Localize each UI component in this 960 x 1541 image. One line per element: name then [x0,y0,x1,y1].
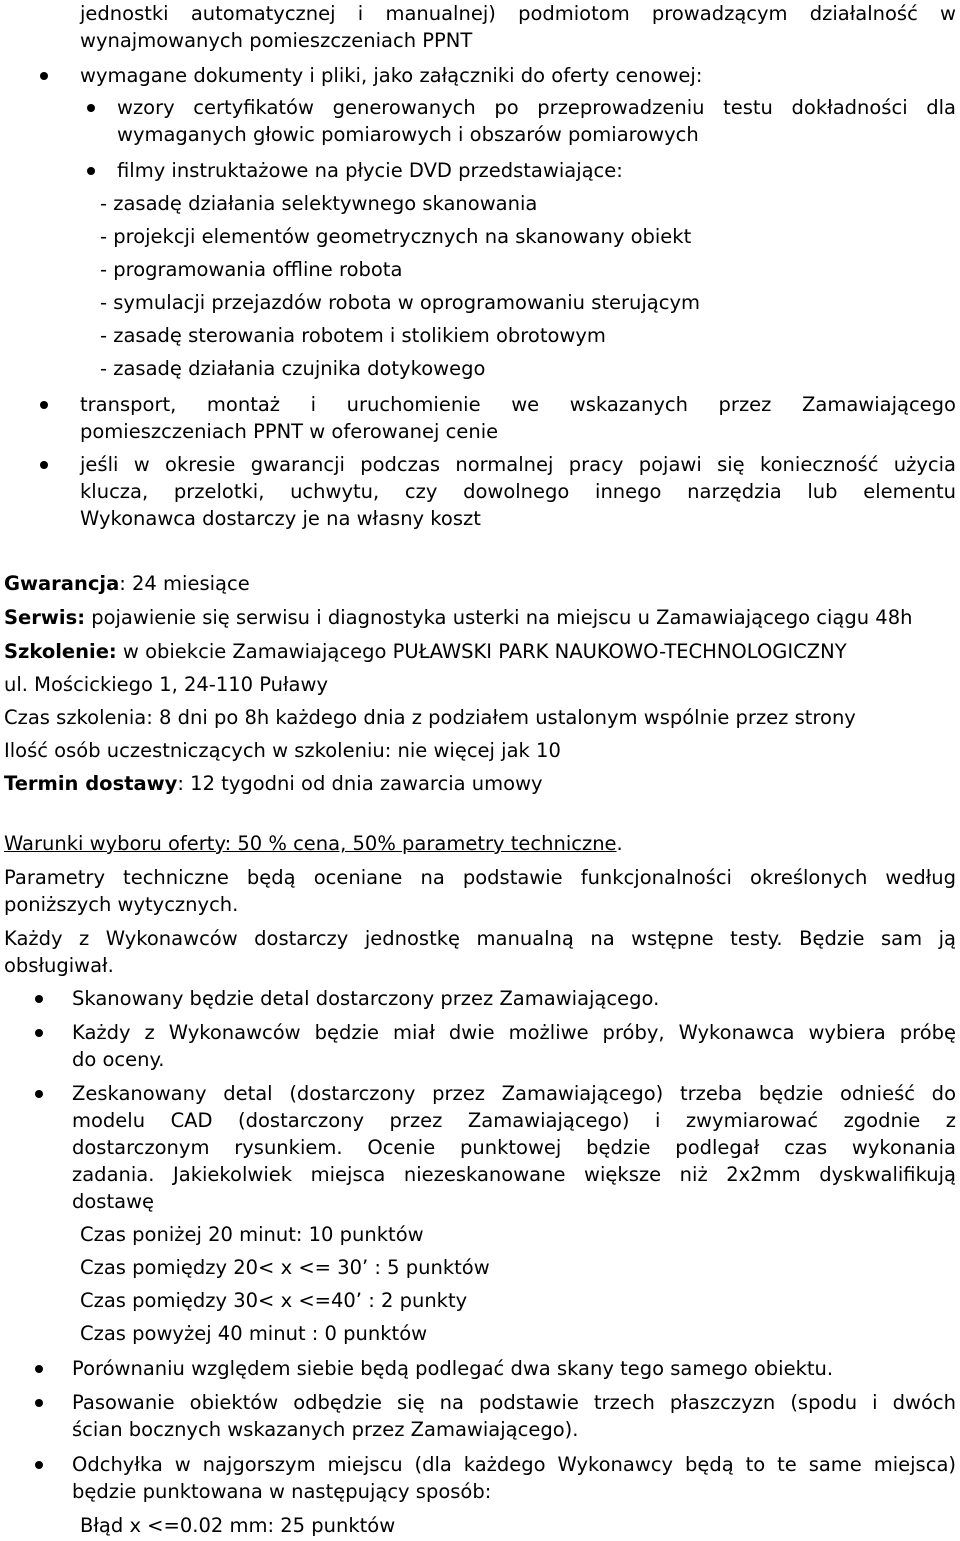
bullet-icon [40,461,48,469]
bullet-icon [35,1461,43,1469]
text-line: pomieszczeniach PPNT w oferowanej cenie [80,420,499,443]
bullet-icon [40,401,48,409]
bullet-icon [35,1029,43,1037]
bullet-icon [35,1090,43,1098]
text-line: zadania. Jakiekolwiek miejsca niezeskanowane większe niż 2x2mm dyskwalifikują [72,1163,956,1186]
text-line: Wykonawca dostarczy je na własny koszt [80,507,481,530]
text-line: - zasadę działania selektywnego skanowania [100,192,538,215]
szkolenie-line: Szkolenie: w obiekcie Zamawiającego PUŁAWSKI PARK NAUKOWO-TECHNOLOGICZNY [4,640,847,663]
text-line: Każdy z Wykonawców będzie miał dwie możliwe próby, Wykonawca wybiera próbę [72,1021,956,1044]
text-line: - symulacji przejazdów robota w oprogramowaniu sterującym [100,291,700,314]
text-line: Pasowanie obiektów odbędzie się na podstawie trzech płaszczyzn (spodu i dwóch [72,1391,956,1414]
text-line: wymaganych głowic pomiarowych i obszarów pomiarowych [117,123,699,146]
bullet-icon [87,104,95,112]
bullet-icon [35,1399,43,1407]
bullet-icon [40,72,48,80]
text-line: poniższych wytycznych. [4,893,239,916]
text-line: wzory certyfikatów generowanych po przeprowadzeniu testu dokładności dla [117,96,956,119]
text-line: dostawę [72,1190,155,1213]
text-line: Odchyłka w najgorszym miejscu (dla każdego Wykonawcy będą to te same miejsca) [72,1453,956,1476]
text-line: - programowania offline robota [100,258,403,281]
text-line: transport, montaż i uruchomienie we wskazanych przez Zamawiającego [80,393,956,416]
text-line: Skanowany będzie detal dostarczony przez Zamawiającego. [72,987,660,1010]
text-line: będzie punktowana w następujący sposób: [72,1480,492,1503]
text-line: filmy instruktażowe na płycie DVD przedstawiające: [117,159,623,182]
bullet-icon [35,1365,43,1373]
text-line: do oceny. [72,1048,165,1071]
text-line: jednostki automatycznej i manualnej) podmiotom prowadzącym działalność w [80,2,956,25]
gwarancja-line: Gwarancja: 24 miesiące [4,572,250,595]
text-line: - zasadę działania czujnika dotykowego [100,357,486,380]
score-line: Czas pomiędzy 20< x <= 30’ : 5 punktów [80,1256,490,1279]
text-line: jeśli w okresie gwarancji podczas normalnej pracy pojawi się konieczność użycia [80,453,956,476]
score-line: Czas poniżej 20 minut: 10 punktów [80,1223,424,1246]
text-line: ścian bocznych wskazanych przez Zamawiającego). [72,1418,579,1441]
score-line: Czas pomiędzy 30< x <=40’ : 2 punkty [80,1289,468,1312]
serwis-line: Serwis: pojawienie się serwisu i diagnostyka usterki na miejscu u Zamawiającego ciągu 48h [4,606,913,629]
text-line: wymagane dokumenty i pliki, jako załączniki do oferty cenowej: [80,64,703,87]
bullet-icon [35,995,43,1003]
text-line: - projekcji elementów geometrycznych na skanowany obiekt [100,225,692,248]
text-line: dostarczonym rysunkiem. Ocenie punktowej będzie podlegał czas wykonania [72,1136,956,1159]
text-line: modelu CAD (dostarczony przez Zamawiającego) i zwymiarować zgodnie z [72,1109,956,1132]
text-line: - zasadę sterowania robotem i stolikiem obrotowym [100,324,606,347]
czas-szkolenia-line: Czas szkolenia: 8 dni po 8h każdego dnia z podziałem ustalonym wspólnie przez strony [4,706,856,729]
termin-line: Termin dostawy: 12 tygodni od dnia zawarcia umowy [4,772,543,795]
text-line: Zeskanowany detal (dostarczony przez Zamawiającego) trzeba będzie odnieść do [72,1082,956,1105]
text-line: Parametry techniczne będą oceniane na podstawie funkcjonalności określonych według [4,866,956,889]
warunki-line: Warunki wyboru oferty: 50 % cena, 50% parametry techniczne. [4,832,623,855]
text-line: Każdy z Wykonawców dostarczy jednostkę manualną na wstępne testy. Będzie sam ją [4,927,956,950]
score-line: Błąd x <=0.02 mm: 25 punktów [80,1514,396,1537]
score-line: Czas powyżej 40 minut : 0 punktów [80,1322,428,1345]
bullet-icon [87,167,95,175]
text-line: wynajmowanych pomieszczeniach PPNT [80,29,473,52]
text-line: Porównaniu względem siebie będą podlegać dwa skany tego samego obiektu. [72,1357,834,1380]
address-line: ul. Mościckiego 1, 24-110 Puławy [4,673,328,696]
text-line: obsługiwał. [4,954,114,977]
text-line: klucza, przelotki, uchwytu, czy dowolnego innego narzędzia lub elementu [80,480,956,503]
ilosc-osob-line: Ilość osób uczestniczących w szkoleniu: nie więcej jak 10 [4,739,561,762]
